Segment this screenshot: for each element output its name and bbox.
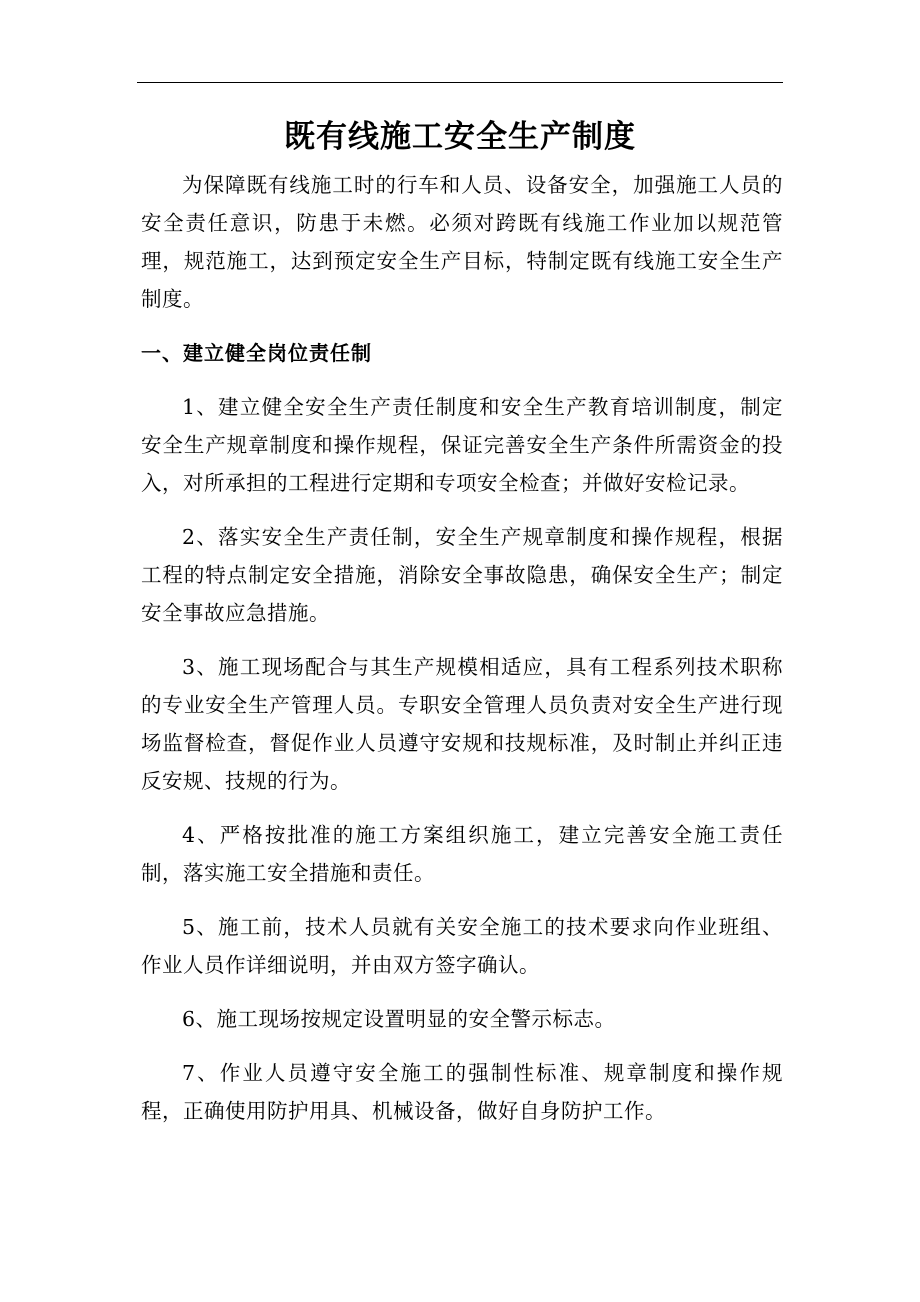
list-item: 7、作业人员遵守安全施工的强制性标准、规章制度和操作规程，正确使用防护用具、机械设备，做好自身防护工作。 [141, 1061, 783, 1123]
list-item: 1、建立健全安全生产责任制度和安全生产教育培训制度，制定安全生产规章制度和操作规程，保证完善安全生产条件所需资金的投入，对所承担的工程进行定期和专项安全检查；并做好安检记录。 [141, 395, 783, 495]
page-title: 既有线施工安全生产制度 [284, 119, 636, 155]
header-rule [137, 82, 783, 83]
list-item: 5、施工前，技术人员就有关安全施工的技术要求向作业班组、作业人员作详细说明，并由双方签字确认。 [141, 915, 783, 977]
document-body [141, 166, 783, 1146]
list-item: 3、施工现场配合与其生产规模相适应，具有工程系列技术职称的专业安全生产管理人员。专职安全管理人员负责对安全生产进行现场监督检查，督促作业人员遵守安规和技规标准，及时制止并纠正违反安规、技规的行为。 [141, 655, 783, 793]
list-item: 2、落实安全生产责任制，安全生产规章制度和操作规程，根据工程的特点制定安全措施，消除安全事故隐患，确保安全生产；制定安全事故应急措施。 [141, 525, 783, 625]
intro-paragraph: 为保障既有线施工时的行车和人员、设备安全，加强施工人员的安全责任意识，防患于未燃。必须对跨既有线施工作业加以规范管理，规范施工，达到预定安全生产目标，特制定既有线施工安全生产制度。 [141, 173, 783, 311]
list-item: 4、严格按批准的施工方案组织施工，建立完善安全施工责任制，落实施工安全措施和责任。 [141, 823, 783, 885]
section-heading: 一、建立健全岗位责任制 [141, 341, 372, 365]
list-item: 6、施工现场按规定设置明显的安全警示标志。 [182, 1007, 616, 1031]
